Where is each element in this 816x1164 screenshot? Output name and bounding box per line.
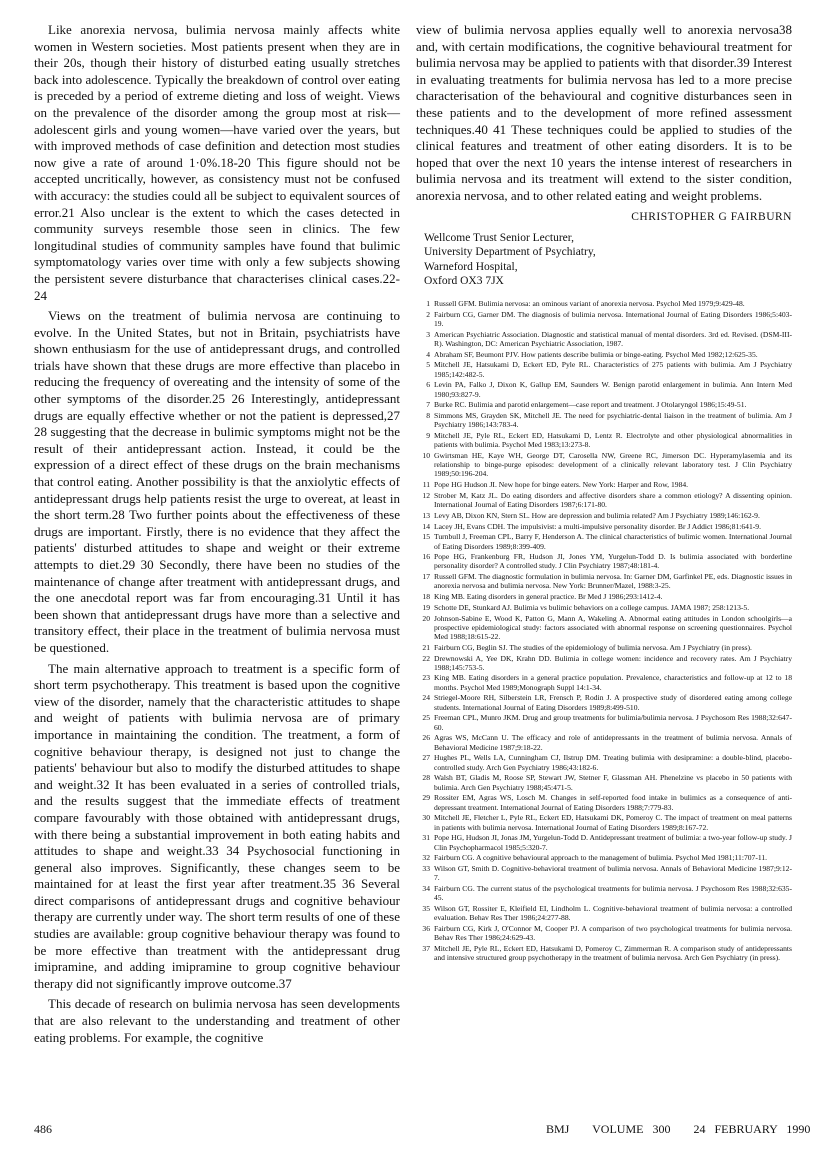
reference-item: [416, 864, 792, 883]
reference-text: Schotte DE, Stunkard AJ. Bulimia vs bulimic behaviors on a college campus. JAMA 1987; 258:1213-5.: [434, 602, 750, 612]
reference-text: Russell GFM. Bulimia nervosa: an ominous variant of anorexia nervosa. Psychol Med 1979;9:429-48.: [434, 298, 745, 308]
reference-item: [416, 773, 792, 792]
left-column: [34, 22, 400, 1050]
reference-number: 31: [422, 833, 430, 843]
author-signature: CHRISTOPHER G FAIRBURN: [631, 210, 792, 223]
reference-item: [416, 713, 792, 732]
reference-item: [416, 511, 792, 520]
reference-text: Fairburn CG. A cognitive behavioural approach to the management of bulimia. Psychol Med 1981;11:707-11.: [434, 853, 768, 863]
reference-item: [416, 924, 792, 943]
address-line: Wellcome Trust Senior Lecturer,: [424, 231, 574, 244]
reference-text: Striegel-Moore RH, Silberstein LR, Frensch P, Rodin J. A prospective study of disordered eating among college students. International Journal of Eating Disorders 1989;8:499-510.: [434, 693, 792, 712]
reference-item: [416, 853, 792, 862]
reference-text: Mitchell JE, Pyle RL, Eckert ED, Hatsukami D, Lentz R. Electrolyte and other physiological abnormalities in patients with bulimia. Psychol Med 1983;13:273-8.: [434, 430, 792, 450]
reference-item: [416, 491, 792, 510]
reference-item: [416, 603, 792, 612]
reference-text: Wilson GT, Smith D. Cognitive-behavioral treatment of bulimia nervosa. Annals of Behavioral Medicine 1987;9:12-7.: [434, 864, 792, 883]
reference-text: Lacey JH, Evans CDH. The impulsivist: a multi-impulsive personality disorder. Br J Addict 1986;81:641-9.: [434, 521, 761, 531]
journal-date: 24 FEBRUARY 1990: [693, 1122, 811, 1136]
address-line: Oxford OX3 7JX: [424, 275, 504, 288]
reference-item: [416, 552, 792, 571]
reference-number: 23: [422, 673, 430, 683]
reference-number: 26: [422, 733, 430, 743]
reference-text: Agras WS, McCann U. The efficacy and role of antidepressants in the treatment of bulimia nervosa. Annals of Behavioral Medicine 1987;9:18-22.: [434, 733, 792, 752]
reference-number: 8: [426, 410, 430, 420]
reference-text: King MB. Eating disorders in a general practice population. Prevalence, characteristics and follow-up at 12 to 18 months. Psychol Med 1989;Monograph Suppl 14:1-34.: [434, 673, 792, 692]
reference-text: Russell GFM. The diagnostic formulation in bulimia nervosa. In: Garner DM, Garfinkel PE, eds. Diagnostic issues in anorexia nervosa and bulimia nervosa. New York: Brunner/Mazel, 1988:3-25.: [434, 572, 792, 591]
reference-number: 30: [422, 813, 430, 823]
reference-number: 11: [422, 480, 430, 490]
reference-item: [416, 643, 792, 652]
reference-number: 34: [422, 884, 430, 894]
journal-name: BMJ: [546, 1122, 570, 1136]
reference-text: American Psychiatric Association. Diagnostic and statistical manual of mental disorders. 3rd ed. Revised. (DSM-III-R). Washington, DC: American Psychiatric Association, 1987.: [434, 329, 792, 348]
reference-text: Johnson-Sabine E, Wood K, Patton G, Mann A, Wakeling A. Abnormal eating attitudes in London schoolgirls—a prospective epidemiological study: factors associated with abnormal response on screening questionnaires. Psychol Med 1988;18:615-22.: [434, 613, 792, 642]
reference-number: 4: [426, 349, 430, 359]
reference-text: Pope HG Hudson JI. New hope for binge eaters. New York: Harper and Row, 1984.: [434, 480, 689, 490]
reference-number: 9: [426, 430, 430, 440]
address-line: Warneford Hospital,: [424, 260, 518, 273]
journal-volume: VOLUME 300: [592, 1122, 671, 1136]
reference-item: [416, 673, 792, 692]
body-paragraph: This decade of research on bulimia nervosa has seen developments that are also relevant to the understanding and treatment of other eating problems. For example, the cognitive: [34, 996, 400, 1045]
reference-item: [416, 904, 792, 923]
body-paragraph: view of bulimia nervosa applies equally well to anorexia nervosa38 and, with certain modifications, the cognitive behavioural treatment for bulimia nervosa may be applied to patients with that disorder.39 Interest in evaluating treatments for bulimia nervosa has led to a more precise characterisation of the behavioural and cognitive disturbances seen in these patients and to the development of more refined assessment techniques.40 41 These techniques could be applied to studies of the clinical features and treatment of other eating disorders. It is to be hoped that over the next 10 years the intense interest of researchers in bulimia nervosa and its treatment will extend to the sister condition, anorexia nervosa, and to other related eating and weight problems.: [416, 22, 792, 203]
reference-item: [416, 793, 792, 812]
reference-number: 19: [422, 602, 430, 612]
page-number: 486: [34, 1122, 52, 1136]
reference-text: Simmons MS, Grayden SK, Mitchell JE. The need for psychiatric-dental liaison in the treatment of bulimia. Am J Psychiatry 1986;143:783-4.: [434, 410, 792, 430]
reference-item: [416, 431, 792, 450]
reference-item: [416, 592, 792, 601]
reference-item: [416, 310, 792, 329]
reference-number: 5: [426, 360, 430, 370]
reference-item: [416, 522, 792, 531]
reference-text: Fairburn CG, Garner DM. The diagnosis of bulimia nervosa. International Journal of Eating Disorders 1986;5:403-19.: [434, 309, 792, 328]
reference-text: Rossiter EM, Agras WS, Losch M. Changes in self-reported food intake in bulimics as a consequence of anti-depressant treatment. International Journal of Eating Disorders 1988;7:779-83.: [434, 793, 792, 812]
reference-text: Wilson GT, Rossiter E, Kleifield EI, Lindholm L. Cognitive-behavioral treatment of bulimia nervosa: a controlled evaluation. Behav Res Ther 1986;24:277-88.: [434, 904, 792, 923]
reference-text: Burke RC. Bulimia and parotid enlargement—case report and treatment. J Otolaryngol 1986;15:49-51.: [434, 400, 747, 410]
reference-text: Pope HG, Frankenburg FR, Hudson JI, Jones YM, Yurgelun-Todd D. Is bulimia associated with borderline personality disorder? A controlled study. J Clin Psychiatry 1987;48:181-4.: [434, 552, 792, 571]
reference-number: 14: [422, 521, 430, 531]
reference-number: 15: [422, 532, 430, 542]
reference-number: 13: [422, 510, 430, 520]
reference-item: [416, 400, 792, 409]
reference-text: Strober M, Katz JL. Do eating disorders and affective disorders share a common etiology? A dissenting opinion. International Journal of Eating Disorders 1987;6:171-80.: [434, 490, 792, 510]
reference-number: 29: [422, 793, 430, 803]
right-column: [416, 22, 792, 964]
reference-item: [416, 411, 792, 430]
reference-number: 20: [422, 613, 430, 623]
reference-number: 12: [422, 490, 430, 500]
reference-item: [416, 693, 792, 712]
reference-list: [416, 299, 792, 963]
reference-item: [416, 614, 792, 642]
reference-number: 24: [422, 693, 430, 703]
reference-text: Mitchell JE, Hatsukami D, Eckert ED, Pyle RL. Characteristics of 275 patients with bulimia. Am J Psychiatry 1985;142:482-5.: [434, 360, 792, 379]
reference-item: [416, 532, 792, 551]
reference-item: [416, 360, 792, 379]
reference-text: Fairburn CG, Kirk J, O'Connor M, Cooper PJ. A comparison of two psychological treatments for bulimia nervosa. Behav Res Ther 1986;24:629-43.: [434, 923, 792, 943]
reference-text: Drewnowski A, Yee DK, Krahn DD. Bulimia in college women: incidence and recovery rates. Am J Psychiatry 1988;145:753-5.: [434, 653, 792, 672]
reference-number: 25: [422, 713, 430, 723]
reference-number: 18: [422, 592, 430, 602]
journal-footer: [546, 1122, 816, 1137]
reference-item: [416, 330, 792, 349]
reference-item: [416, 654, 792, 673]
reference-text: Mitchell JE, Fletcher L, Pyle RL, Eckert ED, Hatsukami DK, Pomeroy C. The impact of treatment on meal patterns in patients with bulimia nervosa. International Journal of Eating Disorders 1989;8:167-72.: [434, 813, 792, 832]
reference-item: [416, 833, 792, 852]
reference-text: Gwirtsman HE, Kaye WH, George DT, Carosella NW, Greene RC, Jimerson DC. Hyperamylasemia and its relationship to binge-purge episodes: development of a clinically relevant laboratory test. J Clin Psychiatry 1989;50:196-204.: [434, 450, 792, 479]
reference-text: King MB. Eating disorders in general practice. Br Med J 1986;293:1412-4.: [434, 592, 663, 602]
reference-number: 36: [422, 923, 430, 933]
reference-number: 21: [422, 642, 430, 652]
reference-number: 10: [422, 450, 430, 460]
reference-item: [416, 733, 792, 752]
reference-item: [416, 350, 792, 359]
reference-number: 3: [426, 329, 430, 339]
reference-item: [416, 753, 792, 772]
reference-text: Levin PA, Falko J, Dixon K, Gallup EM, Saunders W. Benign parotid enlargement in bulimia. Ann Intern Med 1980;93:827-9.: [434, 380, 792, 399]
reference-item: [416, 380, 792, 399]
reference-number: 28: [422, 773, 430, 783]
reference-text: Pope HG, Hudson JI, Jonas JM, Yurgelun-Todd D. Antidepressant treatment of bulimia: a two-year follow-up study. J Clin Psychopharmacol 1985;5:320-7.: [434, 833, 792, 852]
reference-number: 27: [422, 753, 430, 763]
reference-number: 32: [422, 853, 430, 863]
reference-item: [416, 480, 792, 489]
body-paragraph: Like anorexia nervosa, bulimia nervosa mainly affects white women in Western societies. Most patients present when they are in their 20s, though their history of disturbed eating usually stretches back into adolescence. Typically the breakdown of control over eating is preceded by a period of extreme dieting and loss of weight. Views on the prevalence of the disorder among the group most at risk—adolescent girls and young women—have varied over the years, but with improved methods of case definition and detection most studies now give a rate of around 1·0%.18-20 This figure should not be accepted uncritically, however, as consistency must not be confused with accuracy: the studies could all be subject to equivalent sources of error.21 Also unclear is the extent to which the cases detected in community surveys resemble those seen in clinics. The few longitudinal studies of community samples have found that bulimic symptomatology varies over time with only a few subjects showing the persistent severe disturbance that characterises clinical cases.22-24: [34, 22, 400, 303]
reference-text: Mitchell JE, Pyle RL, Eckert ED, Hatsukami D, Pomeroy C, Zimmerman R. A comparison study of antidepressants and intensive structured group psychotherapy in the treatment of bulimia nervosa. Arch Gen Psychiatry (in press).: [434, 943, 792, 963]
reference-item: [416, 884, 792, 903]
body-paragraph: The main alternative approach to treatment is a specific form of short term psychotherapy. This treatment is based upon the cognitive view of the disorder, namely that the characteristic attitudes to shape and weight of patients with bulimia nervosa are of primary importance in maintaining the condition. The treatment, a form of cognitive behaviour therapy, is designed not just to change the patients' behaviour but also to modify the disturbed attitudes to shape and weight.32 It has been evaluated in a series of controlled trials, and the results suggest that the immediate effects of treatment compare favourably with those obtained with antidepressant drugs, with there being a substantial improvement in both eating habits and attitudes to shape and weight.33 34 Psychosocial functioning in general also improves. Significantly, these changes seem to be maintained for at least the first year after treatment.35 36 Several direct comparisons of antidepressant drugs and cognitive behaviour therapy are currently under way. The short term results of one of these studies are available: group cognitive behaviour therapy was found to be more effective than treatment with the antidepressant drug imipramine, and adding imipramine to group cognitive behaviour therapy did not significantly improve outcome.37: [34, 660, 400, 991]
reference-number: 17: [422, 572, 430, 582]
reference-number: 1: [426, 298, 430, 308]
reference-text: Turnbull J, Freeman CPL, Barry F, Henderson A. The clinical characteristics of bulimic women. International Journal of Eating Disorders 1989;8:399-409.: [434, 532, 792, 551]
reference-number: 16: [422, 552, 430, 562]
reference-number: 6: [426, 380, 430, 390]
reference-text: Hughes PL, Wells LA, Cunningham CJ, Ilstrup DM. Treating bulimia with desipramine: a double-blind, placebo-controlled study. Arch Gen Psychiatry 1986;43:182-6.: [434, 753, 792, 772]
reference-item: [416, 572, 792, 591]
reference-text: Walsh BT, Gladis M, Roose SP, Stewart JW, Stetner F, Glassman AH. Phenelzine vs placebo in 50 patients with bulimia. Arch Gen Psychiatry 1988;45:471-5.: [434, 773, 792, 792]
reference-number: 7: [426, 400, 430, 410]
address-line: University Department of Psychiatry,: [424, 246, 596, 259]
reference-text: Fairburn CG. The current status of the psychological treatments for bulimia nervosa. J Psychosom Res 1988;32:635-45.: [434, 884, 792, 903]
reference-item: [416, 813, 792, 832]
reference-text: Freeman CPL, Munro JKM. Drug and group treatments for bulimia/bulimia nervosa. J Psychosom Res 1988;32:647-60.: [434, 713, 792, 732]
reference-item: [416, 451, 792, 479]
reference-text: Abraham SF, Beumont PJV. How patients describe bulimia or binge-eating. Psychol Med 1982;12:625-35.: [434, 349, 758, 359]
author-address: [424, 231, 792, 289]
reference-item: [416, 944, 792, 963]
reference-item: [416, 299, 792, 308]
reference-number: 2: [426, 309, 430, 319]
reference-number: 22: [422, 653, 430, 663]
reference-number: 37: [422, 943, 430, 953]
body-paragraph: Views on the treatment of bulimia nervosa are continuing to evolve. In the United States, but not in Britain, psychiatrists have shown enthusiasm for the use of antidepressant drugs, and controlled trials have shown that these drugs are more effective than placebo in reducing the frequency of overeating and the intensity of some of the other symptoms of the disorder.25 26 Interestingly, antidepressant drugs are equally effective whether or not the patient is depressed,27 28 suggesting that the decrease in bulimic symptoms might not be the result of their antidepressant action. Instead, it could be the expression of a direct effect of these drugs on the brain mechanisms that control eating. Another possibility is that the anxiolytic effects of antidepressant drugs help patients resist the urge to overeat, at least in the short term.28 Two further points about the effectiveness of these drugs are important. Firstly, there is no evidence that they affect the patients' disturbed attitudes to shape and weight or their extreme attempts to diet.29 30 Secondly, there have been no studies of the maintenance of change after treatment with antidepressant drugs, and the one anecdotal report was far from encouraging.31 Until it has been shown that antidepressant drugs have more than a selective and transitory effect, their place in the treatment of bulimia nervosa must be questioned.: [34, 308, 400, 655]
reference-text: Levy AB, Dixon KN, Stern SL. How are depression and bulimia related? Am J Psychiatry 1989;146:162-9.: [434, 510, 760, 520]
reference-number: 33: [422, 864, 430, 874]
reference-number: 35: [422, 904, 430, 913]
reference-text: Fairburn CG, Beglin SJ. The studies of the epidemiology of bulimia nervosa. Am J Psychiatry (in press).: [434, 642, 752, 652]
